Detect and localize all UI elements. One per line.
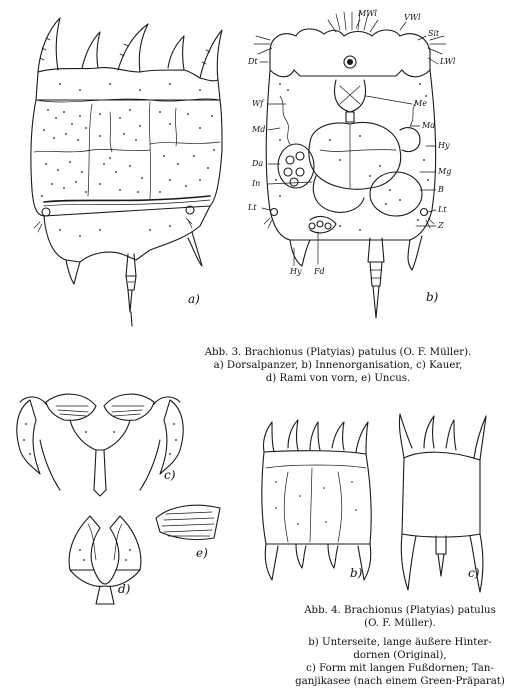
label-mg: Mg xyxy=(438,167,452,176)
caption-abb4-line2: (O. F. Müller). xyxy=(364,618,436,629)
figure-3a-dorsal-lorica xyxy=(0,0,260,345)
label-z: Z xyxy=(438,221,444,230)
label-vwl: VWl xyxy=(404,13,421,22)
label-dt: Dt xyxy=(248,57,258,66)
caption-abb4-line4: dornen (Original), xyxy=(353,650,447,661)
label-lwl: LWl xyxy=(440,57,456,66)
figure-4b-label: b) xyxy=(350,566,363,580)
figure-3b-label: b) xyxy=(426,290,439,304)
label-me: Me xyxy=(414,99,427,108)
label-md-left: Md xyxy=(252,125,266,134)
label-mwl: MWl xyxy=(358,9,377,18)
figure-3c-label: c) xyxy=(164,468,176,482)
figure-4b-ventral xyxy=(252,412,382,592)
caption-abb3-heading: Abb. 3. Brachionus (Platyias) patulus (O. F. Müller). xyxy=(204,347,472,358)
caption-abb4-line6: ganjikasee (nach einem Green-Präparat) xyxy=(295,676,505,687)
label-in: In xyxy=(252,179,261,188)
figure-3e-uncus xyxy=(150,498,230,558)
figure-3c-mastax xyxy=(0,380,200,500)
label-hy-right: Hy xyxy=(438,141,450,150)
caption-abb4-line5: c) Form mit langen Fußdornen; Tan- xyxy=(306,663,494,674)
caption-abb4-line1: Abb. 4. Brachionus (Platyias) patulus xyxy=(304,605,496,616)
caption-abb3-line1: a) Dorsalpanzer, b) Innenorganisation, c) Kauer, xyxy=(213,360,463,371)
caption-abb4-line3: b) Unterseite, lange äußere Hinter- xyxy=(308,637,492,648)
label-sit: Sit xyxy=(428,29,440,38)
label-lt-right: Lt xyxy=(438,205,447,214)
figure-3d-label: d) xyxy=(118,582,131,596)
figure-3e-label: e) xyxy=(196,546,208,560)
figure-4c-label: c) xyxy=(468,566,480,580)
caption-abb4 xyxy=(282,604,518,688)
figure-3b-inner-organisation xyxy=(240,0,521,345)
caption-abb3 xyxy=(168,346,508,385)
figure-3d-rami-front xyxy=(50,500,160,610)
label-da: Da xyxy=(252,159,264,168)
label-fd: Fd xyxy=(314,267,325,276)
label-lt-left: Lt xyxy=(248,203,257,212)
label-wf: Wf xyxy=(252,99,264,108)
figure-3a-label: a) xyxy=(188,292,200,306)
caption-abb3-line2: d) Rami von vorn, e) Uncus. xyxy=(265,373,411,384)
figure-4c-long-foot-spines xyxy=(380,404,500,604)
label-b: B xyxy=(438,185,444,194)
label-hy-bottom: Hy xyxy=(290,267,302,276)
label-md-right: Md xyxy=(422,121,436,130)
